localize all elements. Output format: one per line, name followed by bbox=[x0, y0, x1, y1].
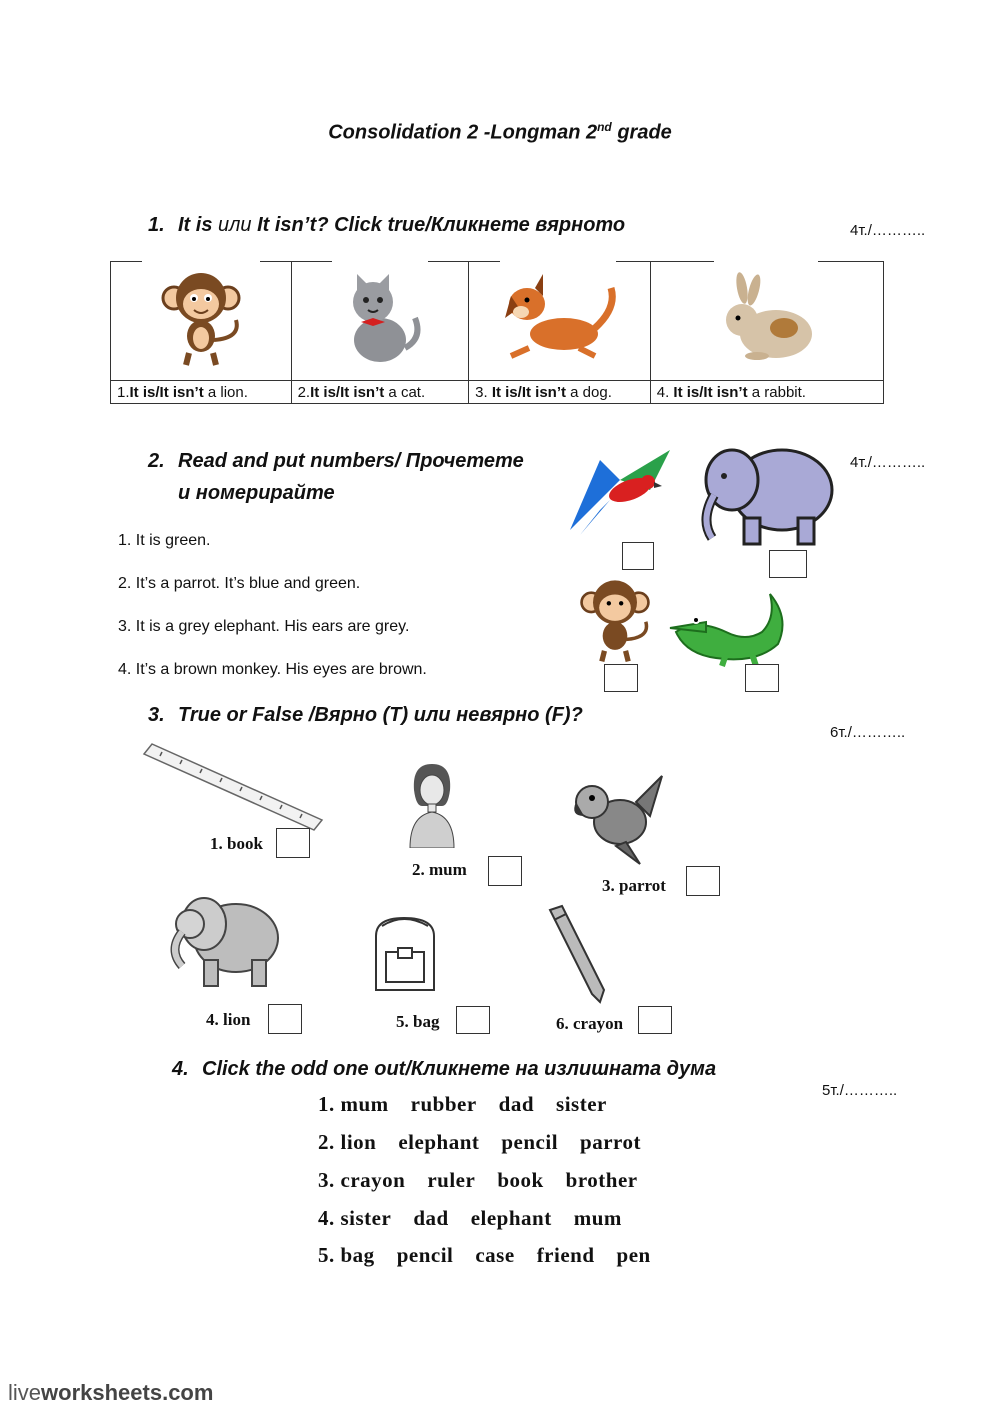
sentence-2: 2. It’s a parrot. It’s blue and green. bbox=[118, 575, 361, 592]
odd-word[interactable]: elephant bbox=[398, 1130, 480, 1154]
logo-part-a: live bbox=[8, 1380, 42, 1405]
dog-icon bbox=[499, 268, 619, 368]
parrot-icon bbox=[560, 440, 680, 540]
item-label-5: 5. bag bbox=[396, 1012, 440, 1031]
answer-box[interactable] bbox=[745, 664, 779, 692]
item-label-2: 2. mum bbox=[412, 860, 467, 879]
elephant-icon bbox=[160, 888, 284, 992]
table-cell-dog bbox=[469, 261, 651, 381]
odd-row-4 bbox=[318, 1206, 644, 1231]
answer-box[interactable] bbox=[622, 542, 654, 570]
row-number: 4. bbox=[318, 1206, 335, 1230]
title-text: Consolidation 2 -Longman 2 bbox=[328, 121, 598, 144]
tf-box-5[interactable] bbox=[456, 1006, 490, 1034]
caption-num: 2. bbox=[297, 383, 311, 401]
section1-heading-b: It isn’t? Click true/Кликнете вярното bbox=[257, 214, 626, 236]
sentence-1: 1. It is green. bbox=[118, 532, 211, 549]
logo-part-c: .com bbox=[162, 1380, 214, 1405]
caption-choice[interactable]: It is/It isn’t bbox=[491, 383, 566, 401]
section2-score: 4т./……….. bbox=[850, 454, 926, 471]
caption-num: 4. bbox=[656, 383, 674, 401]
section1-heading-or: или bbox=[212, 214, 258, 236]
parrot-icon bbox=[566, 772, 666, 866]
section4-score: 5т./……….. bbox=[822, 1082, 898, 1099]
odd-word[interactable]: dad bbox=[498, 1092, 535, 1116]
odd-word[interactable]: bag bbox=[340, 1243, 375, 1267]
caption-choice[interactable]: It is/It isn’t bbox=[129, 383, 204, 401]
odd-word[interactable]: elephant bbox=[470, 1206, 552, 1230]
tf-box-1[interactable] bbox=[276, 828, 310, 858]
tf-box-3[interactable] bbox=[686, 866, 720, 896]
elephant-icon bbox=[694, 440, 840, 548]
ruler-icon bbox=[140, 742, 324, 832]
row-number: 1. bbox=[318, 1092, 335, 1116]
sentence-4: 4. It’s a brown monkey. His eyes are brown. bbox=[118, 661, 427, 678]
caption-choice[interactable]: It is/It isn’t bbox=[673, 383, 748, 401]
section2-heading-line1: Read and put numbers/ Прочетете bbox=[178, 450, 524, 472]
section1-heading bbox=[148, 214, 625, 237]
caption-rest: a dog. bbox=[566, 383, 612, 401]
odd-word[interactable]: case bbox=[475, 1243, 515, 1267]
crocodile-icon bbox=[666, 588, 792, 668]
answer-box[interactable] bbox=[604, 664, 638, 692]
pen-icon bbox=[544, 904, 614, 1006]
tf-box-6[interactable] bbox=[638, 1006, 672, 1034]
section1-heading-a: It is bbox=[178, 214, 213, 236]
section3-score: 6т./……….. bbox=[830, 724, 906, 741]
table-cell-cat bbox=[291, 261, 469, 381]
section3-number: 3. bbox=[148, 704, 165, 726]
odd-word[interactable]: dad bbox=[413, 1206, 449, 1230]
section3-heading bbox=[148, 704, 583, 727]
table-caption-2[interactable] bbox=[291, 381, 469, 404]
odd-word[interactable]: rubber bbox=[410, 1092, 477, 1116]
title-tail: grade bbox=[611, 121, 672, 144]
odd-word[interactable]: mum bbox=[573, 1206, 622, 1230]
monkey-icon bbox=[574, 576, 656, 664]
table-caption-4[interactable] bbox=[650, 381, 883, 404]
section4-heading bbox=[172, 1058, 716, 1081]
odd-row-1 bbox=[318, 1092, 629, 1117]
row-number: 3. bbox=[318, 1168, 335, 1192]
odd-word[interactable]: pencil bbox=[501, 1130, 559, 1154]
section4-number: 4. bbox=[172, 1058, 189, 1080]
odd-word[interactable]: lion bbox=[340, 1130, 377, 1154]
woman-icon bbox=[404, 760, 460, 848]
tf-box-2[interactable] bbox=[488, 856, 522, 886]
cat-icon bbox=[335, 268, 425, 368]
caption-num: 3. bbox=[475, 383, 492, 401]
caption-rest: a rabbit. bbox=[747, 383, 806, 401]
odd-word[interactable]: parrot bbox=[580, 1130, 641, 1154]
logo-part-b: worksheets bbox=[41, 1380, 163, 1405]
caption-num: 1. bbox=[117, 383, 130, 401]
row-number: 5. bbox=[318, 1243, 335, 1267]
caption-rest: a lion. bbox=[203, 383, 248, 401]
table-cell-rabbit bbox=[650, 261, 883, 381]
title-superscript: nd bbox=[597, 120, 612, 134]
odd-word[interactable]: friend bbox=[536, 1243, 595, 1267]
odd-row-3 bbox=[318, 1168, 660, 1193]
odd-word[interactable]: ruler bbox=[427, 1168, 476, 1192]
section2-number: 2. bbox=[148, 450, 165, 472]
odd-row-2 bbox=[318, 1130, 663, 1155]
item-label-4: 4. lion bbox=[206, 1010, 251, 1029]
backpack-icon bbox=[364, 912, 446, 994]
odd-word[interactable]: sister bbox=[556, 1092, 607, 1116]
section1-score: 4т./……….. bbox=[850, 222, 926, 239]
caption-rest: a cat. bbox=[384, 383, 426, 401]
odd-word[interactable]: book bbox=[497, 1168, 544, 1192]
answer-box[interactable] bbox=[769, 550, 807, 578]
item-label-3: 3. parrot bbox=[602, 876, 666, 895]
section2-heading-line2: и номерирайте bbox=[178, 482, 335, 504]
rabbit-icon bbox=[712, 268, 822, 368]
odd-word[interactable]: sister bbox=[340, 1206, 392, 1230]
liveworksheets-logo bbox=[8, 1380, 213, 1406]
section4-heading-text: Click the odd one out/Кликнете на излишната дума bbox=[202, 1058, 717, 1080]
caption-choice[interactable]: It is/It isn’t bbox=[310, 383, 385, 401]
sentence-3: 3. It is a grey elephant. His ears are grey. bbox=[118, 618, 410, 635]
item-label-1: 1. book bbox=[210, 834, 263, 853]
odd-word[interactable]: pencil bbox=[396, 1243, 454, 1267]
section1-number: 1. bbox=[148, 214, 165, 236]
section3-heading-text: True or False /Вярно (T) или невярно (F)? bbox=[178, 704, 583, 726]
worksheet-title bbox=[0, 120, 1000, 145]
table-caption-1[interactable] bbox=[111, 381, 292, 404]
odd-word[interactable]: pen bbox=[616, 1243, 651, 1267]
tf-box-4[interactable] bbox=[268, 1004, 302, 1034]
monkey-icon bbox=[156, 268, 246, 368]
odd-word[interactable]: brother bbox=[565, 1168, 638, 1192]
row-number: 2. bbox=[318, 1130, 335, 1154]
table-caption-3[interactable] bbox=[469, 381, 651, 404]
odd-row-5 bbox=[318, 1243, 673, 1268]
item-label-6: 6. crayon bbox=[556, 1014, 624, 1033]
table-cell-monkey bbox=[111, 261, 292, 381]
section2-heading bbox=[148, 450, 524, 473]
odd-word[interactable]: crayon bbox=[340, 1168, 406, 1192]
odd-word[interactable]: mum bbox=[340, 1092, 389, 1116]
animals-table bbox=[110, 261, 884, 404]
